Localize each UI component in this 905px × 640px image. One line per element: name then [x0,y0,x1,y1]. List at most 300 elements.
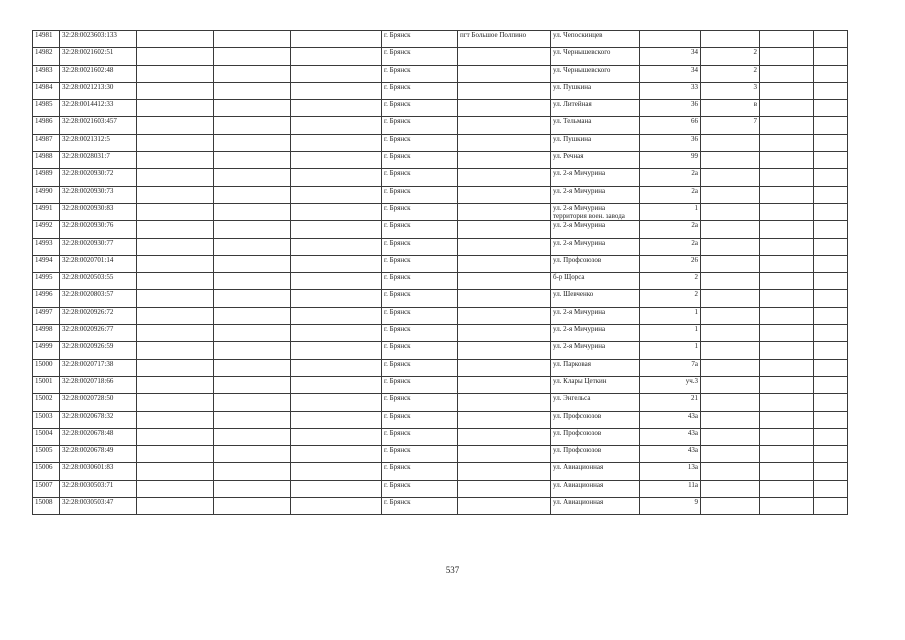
table-row [33,117,848,134]
empty-cell [814,82,848,99]
house-number-cell: 43а [640,411,701,428]
table-row [33,169,848,186]
house-number-cell: 13а [640,463,701,480]
record-number-cell: 15002 [33,394,60,411]
empty-cell [291,411,382,428]
empty-cell [814,238,848,255]
empty-cell [291,100,382,117]
empty-cell [814,359,848,376]
city-cell: г. Брянск [382,342,458,359]
empty-cell [814,65,848,82]
empty-cell [760,82,814,99]
cadastral-number-cell: 32:28:0020503:55 [60,273,137,290]
record-number-cell: 14989 [33,169,60,186]
cadastral-number-cell: 32:28:0020678:49 [60,446,137,463]
empty-cell [291,238,382,255]
empty-cell [137,48,214,65]
settlement-cell [458,82,551,99]
building-number-cell [701,221,760,238]
house-number-cell: 2а [640,238,701,255]
street-cell: б-р Щорса [551,273,640,290]
empty-cell [291,117,382,134]
city-cell: г. Брянск [382,65,458,82]
cadastral-number-cell: 32:28:0014412:33 [60,100,137,117]
empty-cell [814,31,848,48]
table-row [33,498,848,515]
city-cell: г. Брянск [382,255,458,272]
empty-cell [291,428,382,445]
table-row [33,342,848,359]
empty-cell [291,48,382,65]
empty-cell [137,428,214,445]
empty-cell [291,480,382,497]
empty-cell [760,31,814,48]
cadastral-number-cell: 32:28:0020701:14 [60,255,137,272]
city-cell: г. Брянск [382,446,458,463]
empty-cell [760,307,814,324]
cadastral-number-cell: 32:28:0020718:66 [60,376,137,393]
record-number-cell: 14981 [33,31,60,48]
empty-cell [291,307,382,324]
empty-cell [214,325,291,342]
empty-cell [760,255,814,272]
table-row [33,325,848,342]
empty-cell [291,31,382,48]
building-number-cell: в [701,100,760,117]
empty-cell [291,463,382,480]
table-row [33,186,848,203]
empty-cell [137,82,214,99]
empty-cell [214,152,291,169]
settlement-cell [458,480,551,497]
empty-cell [291,169,382,186]
empty-cell [814,134,848,151]
empty-cell [214,221,291,238]
street-cell: ул. Профсоюзов [551,411,640,428]
record-number-cell: 14993 [33,238,60,255]
empty-cell [214,82,291,99]
settlement-cell [458,221,551,238]
empty-cell [214,376,291,393]
cadastral-number-cell: 32:28:0021602:48 [60,65,137,82]
cadastral-number-cell: 32:28:0030503:47 [60,498,137,515]
empty-cell [214,65,291,82]
empty-cell [214,117,291,134]
house-number-cell: 26 [640,255,701,272]
table-row [33,238,848,255]
cadastral-number-cell: 32:28:0021213:30 [60,82,137,99]
empty-cell [760,203,814,220]
city-cell: г. Брянск [382,480,458,497]
table-row [33,446,848,463]
settlement-cell [458,359,551,376]
house-number-cell: уч.3 [640,376,701,393]
building-number-cell [701,290,760,307]
empty-cell [760,221,814,238]
building-number-cell [701,411,760,428]
table-row [33,307,848,324]
empty-cell [760,428,814,445]
empty-cell [291,273,382,290]
table-row [33,411,848,428]
street-cell: ул. 2-я Мичурина [551,238,640,255]
empty-cell [137,411,214,428]
house-number-cell: 21 [640,394,701,411]
cadastral-number-cell: 32:28:0020926:59 [60,342,137,359]
city-cell: г. Брянск [382,463,458,480]
city-cell: г. Брянск [382,117,458,134]
cadastral-number-cell: 32:28:0020678:32 [60,411,137,428]
cadastral-number-cell: 32:28:0020930:76 [60,221,137,238]
empty-cell [814,325,848,342]
street-cell: ул. Чернышевского [551,65,640,82]
city-cell: г. Брянск [382,411,458,428]
record-number-cell: 15000 [33,359,60,376]
record-number-cell: 15004 [33,428,60,445]
cadastral-number-cell: 32:28:0020930:83 [60,203,137,220]
empty-cell [760,446,814,463]
record-number-cell: 14996 [33,290,60,307]
house-number-cell: 7а [640,359,701,376]
cadastral-number-cell: 32:28:0020930:77 [60,238,137,255]
empty-cell [814,428,848,445]
settlement-cell: пгт Большое Полпино [458,31,551,48]
empty-cell [814,255,848,272]
city-cell: г. Брянск [382,203,458,220]
record-number-cell: 15008 [33,498,60,515]
empty-cell [814,411,848,428]
building-number-cell [701,480,760,497]
empty-cell [137,290,214,307]
cadastral-number-cell: 32:28:0030601:83 [60,463,137,480]
empty-cell [760,169,814,186]
empty-cell [760,342,814,359]
street-cell: ул. Авиационная [551,480,640,497]
street-cell: ул. Чернышевского [551,48,640,65]
table-row [33,31,848,48]
settlement-cell [458,134,551,151]
street-cell: ул. 2-я Мичурина [551,342,640,359]
table-row [33,273,848,290]
table-row [33,48,848,65]
empty-cell [214,169,291,186]
empty-cell [214,186,291,203]
cadastral-number-cell: 32:28:0020930:72 [60,169,137,186]
table-row [33,359,848,376]
building-number-cell [701,273,760,290]
house-number-cell: 33 [640,82,701,99]
street-cell: ул. 2-я Мичурина [551,169,640,186]
street-cell: ул. 2-я Мичурина [551,325,640,342]
cadastral-number-cell: 32:28:0030503:71 [60,480,137,497]
city-cell: г. Брянск [382,307,458,324]
table-row [33,394,848,411]
record-number-cell: 14982 [33,48,60,65]
empty-cell [760,376,814,393]
cadastral-number-cell: 32:28:0020926:77 [60,325,137,342]
building-number-cell [701,325,760,342]
empty-cell [760,48,814,65]
settlement-cell [458,376,551,393]
house-number-cell: 1 [640,342,701,359]
cadastral-number-cell: 32:28:0021312:5 [60,134,137,151]
record-number-cell: 14992 [33,221,60,238]
building-number-cell: 3 [701,82,760,99]
street-cell: ул. Пушкина [551,82,640,99]
building-number-cell [701,169,760,186]
settlement-cell [458,446,551,463]
cadastral-number-cell: 32:28:0021603:457 [60,117,137,134]
empty-cell [760,498,814,515]
street-cell: ул. 2-я Мичурина [551,307,640,324]
city-cell: г. Брянск [382,152,458,169]
building-number-cell [701,394,760,411]
record-number-cell: 15007 [33,480,60,497]
house-number-cell: 2 [640,290,701,307]
empty-cell [214,463,291,480]
settlement-cell [458,152,551,169]
city-cell: г. Брянск [382,186,458,203]
street-cell: ул. Профсоюзов [551,428,640,445]
building-number-cell [701,186,760,203]
empty-cell [291,446,382,463]
house-number-cell: 1 [640,325,701,342]
street-cell: ул. 2-я Мичурина территория воен. завода [551,203,640,220]
settlement-cell [458,463,551,480]
street-cell: ул. Авиационная [551,463,640,480]
record-number-cell: 14998 [33,325,60,342]
building-number-cell [701,428,760,445]
house-number-cell: 34 [640,65,701,82]
empty-cell [137,152,214,169]
building-number-cell [701,446,760,463]
empty-cell [814,100,848,117]
house-number-cell: 34 [640,48,701,65]
empty-cell [137,307,214,324]
cadastral-number-cell: 32:28:0020728:50 [60,394,137,411]
page-number: 537 [445,565,460,575]
empty-cell [214,290,291,307]
house-number-cell: 43а [640,428,701,445]
empty-cell [137,325,214,342]
table-row [33,152,848,169]
table-row [33,65,848,82]
settlement-cell [458,498,551,515]
house-number-cell: 1 [640,203,701,220]
street-cell: ул. Профсоюзов [551,446,640,463]
house-number-cell: 11а [640,480,701,497]
empty-cell [760,65,814,82]
empty-cell [814,186,848,203]
empty-cell [760,359,814,376]
settlement-cell [458,186,551,203]
empty-cell [137,65,214,82]
settlement-cell [458,238,551,255]
empty-cell [814,342,848,359]
building-number-cell: 2 [701,48,760,65]
city-cell: г. Брянск [382,273,458,290]
empty-cell [137,394,214,411]
empty-cell [137,117,214,134]
record-number-cell: 14983 [33,65,60,82]
record-number-cell: 14997 [33,307,60,324]
record-number-cell: 14994 [33,255,60,272]
empty-cell [760,134,814,151]
street-cell: ул. Чепоскинцев [551,31,640,48]
table-row [33,221,848,238]
house-number-cell: 2а [640,221,701,238]
empty-cell [214,428,291,445]
house-number-cell: 43а [640,446,701,463]
settlement-cell [458,203,551,220]
table-row [33,203,848,220]
record-number-cell: 15001 [33,376,60,393]
empty-cell [814,169,848,186]
empty-cell [760,186,814,203]
record-number-cell: 14990 [33,186,60,203]
table-row [33,376,848,393]
table-row [33,290,848,307]
empty-cell [214,203,291,220]
house-number-cell: 36 [640,100,701,117]
city-cell: г. Брянск [382,100,458,117]
city-cell: г. Брянск [382,325,458,342]
settlement-cell [458,169,551,186]
empty-cell [137,498,214,515]
empty-cell [137,463,214,480]
empty-cell [214,238,291,255]
settlement-cell [458,273,551,290]
record-number-cell: 14999 [33,342,60,359]
empty-cell [214,359,291,376]
record-number-cell: 15006 [33,463,60,480]
building-number-cell [701,342,760,359]
empty-cell [291,290,382,307]
city-cell: г. Брянск [382,31,458,48]
empty-cell [137,238,214,255]
city-cell: г. Брянск [382,238,458,255]
cadastral-number-cell: 32:28:0020678:48 [60,428,137,445]
building-number-cell [701,307,760,324]
empty-cell [291,255,382,272]
cadastral-number-cell: 32:28:0020717:38 [60,359,137,376]
city-cell: г. Брянск [382,428,458,445]
empty-cell [760,290,814,307]
empty-cell [291,82,382,99]
building-number-cell [701,359,760,376]
empty-cell [137,480,214,497]
record-number-cell: 14984 [33,82,60,99]
empty-cell [137,255,214,272]
settlement-cell [458,342,551,359]
empty-cell [814,203,848,220]
building-number-cell [701,238,760,255]
settlement-cell [458,255,551,272]
empty-cell [291,134,382,151]
house-number-cell: 99 [640,152,701,169]
cadastral-number-cell: 32:28:0020803:57 [60,290,137,307]
empty-cell [137,169,214,186]
empty-cell [814,273,848,290]
table-row [33,82,848,99]
empty-cell [137,446,214,463]
empty-cell [137,359,214,376]
record-number-cell: 15003 [33,411,60,428]
cadastral-number-cell: 32:28:0020930:73 [60,186,137,203]
city-cell: г. Брянск [382,498,458,515]
settlement-cell [458,428,551,445]
empty-cell [214,31,291,48]
empty-cell [137,186,214,203]
empty-cell [214,446,291,463]
empty-cell [291,152,382,169]
city-cell: г. Брянск [382,134,458,151]
settlement-cell [458,100,551,117]
house-number-cell: 36 [640,134,701,151]
city-cell: г. Брянск [382,48,458,65]
record-number-cell: 14995 [33,273,60,290]
record-number-cell: 14988 [33,152,60,169]
empty-cell [291,186,382,203]
record-number-cell: 15005 [33,446,60,463]
house-number-cell: 2а [640,169,701,186]
settlement-cell [458,307,551,324]
record-number-cell: 14987 [33,134,60,151]
building-number-cell: 7 [701,117,760,134]
empty-cell [760,325,814,342]
empty-cell [137,203,214,220]
street-cell: ул. Профсоюзов [551,255,640,272]
settlement-cell [458,394,551,411]
street-cell: ул. Шевченко [551,290,640,307]
street-cell: ул. 2-я Мичурина [551,221,640,238]
city-cell: г. Брянск [382,376,458,393]
settlement-cell [458,117,551,134]
empty-cell [760,100,814,117]
building-number-cell [701,376,760,393]
empty-cell [214,480,291,497]
empty-cell [214,273,291,290]
table-row [33,134,848,151]
settlement-cell [458,65,551,82]
house-number-cell: 9 [640,498,701,515]
building-number-cell [701,463,760,480]
empty-cell [291,376,382,393]
street-cell: ул. Авиационная [551,498,640,515]
empty-cell [814,446,848,463]
city-cell: г. Брянск [382,290,458,307]
empty-cell [814,480,848,497]
empty-cell [291,342,382,359]
empty-cell [214,48,291,65]
cadastral-number-cell: 32:28:0023603:133 [60,31,137,48]
empty-cell [760,273,814,290]
empty-cell [291,498,382,515]
empty-cell [137,273,214,290]
city-cell: г. Брянск [382,394,458,411]
empty-cell [814,463,848,480]
cadastral-number-cell: 32:28:0020926:72 [60,307,137,324]
empty-cell [137,31,214,48]
street-cell: ул. Литейная [551,100,640,117]
empty-cell [814,307,848,324]
empty-cell [814,152,848,169]
table-row [33,100,848,117]
building-number-cell: 2 [701,65,760,82]
empty-cell [214,134,291,151]
registry-table [32,30,848,515]
empty-cell [760,152,814,169]
